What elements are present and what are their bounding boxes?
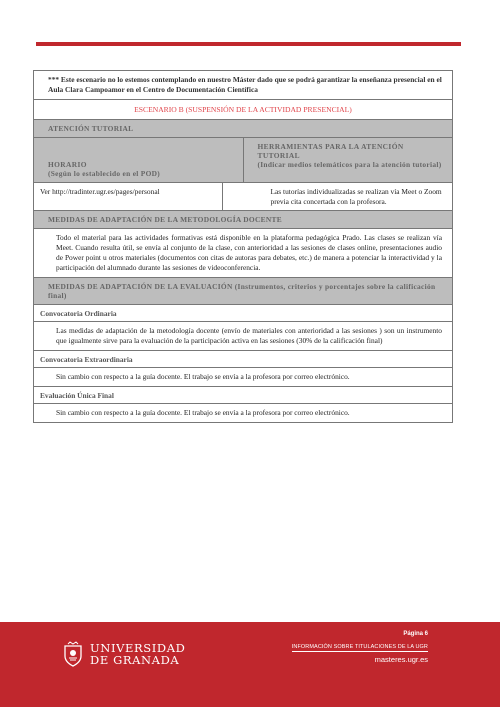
schedule-subtitle: (Según lo establecido en el POD) [48,168,161,178]
header-rule [36,42,461,46]
tutorial-heading: ATENCIÓN TUTORIAL [34,120,452,138]
university-logo[interactable] [62,641,185,667]
tutorial-header-row [34,138,452,183]
schedule-title: HORARIO [48,159,87,169]
tools-subtitle: (Indicar medios telemáticos para la atención tutorial) [257,159,442,169]
university-name [90,642,185,666]
site-link[interactable]: masteres.ugr.es [374,655,428,664]
tools-title: HERRAMIENTAS PARA LA ATENCIÓN TUTORIAL [257,141,404,160]
scenario-table [33,70,453,423]
schedule-header [34,138,244,182]
methodology-text: Todo el material para las actividades formativas está disponible en la plataforma pedagógica Prado. Las clases se realizan vía Meet. Cuando resulta útil, se envía al conjunto de la clase, con anterioridad a las sesiones de clases online, presentaciones audio de Power point u otros materiales (documentos con citas de autoras para debates, etc.) de manera a potenciar la interactividad y la participación del alumnado durante las sesiones de videoconferencia. [34,229,452,278]
extraordinaria-label: Convocatoria Extraordinaria [34,351,452,368]
unica-text: Sin cambio con respecto a la guía docente. El trabajo se envía a la profesora por correo electrónico. [56,407,350,417]
ordinaria-label: Convocatoria Ordinaria [34,305,452,322]
page-number: Página 6 [403,631,428,637]
scenario-note: *** Este escenario no lo estemos contemplando en nuestro Máster dado que se podrá garantizar la enseñanza presencial en el Aula Clara Campoamor en el Centro de Documentación Científica [34,71,452,100]
tutorial-value-row [34,183,452,211]
ordinaria-text: Las medidas de adaptación de la metodología docente (envío de materiales con anterioridad a las sesiones ) son un instrumento que igualmente sirve para la evaluación de la participación activa en las sesiones (30% de la calificación final) [34,322,452,351]
schedule-link[interactable]: Ver http://tradinter.ugr.es/pages/personal [34,183,223,210]
crest-icon [62,641,84,667]
university-name-line1: UNIVERSIDAD [90,640,186,655]
extraordinaria-text: Sin cambio con respecto a la guía docente. El trabajo se envía a la profesora por correo electrónico. [34,368,452,387]
info-link[interactable]: INFORMACIÓN SOBRE TITULACIONES DE LA UGR [291,644,428,650]
scenario-title: ESCENARIO B (SUSPENSIÓN DE LA ACTIVIDAD PRESENCIAL) [34,100,452,120]
university-name-line2: DE GRANADA [90,653,180,667]
evaluation-heading: MEDIDAS DE ADAPTACIÓN DE LA EVALUACIÓN (Instrumentos, criterios y porcentajes sobre la calificación final) [34,278,452,305]
unica-label: Evaluación Única Final [34,387,452,404]
tools-description: Las tutorías individualizadas se realizan vía Meet o Zoom previa cita concertada con la profesora. [270,186,442,206]
methodology-heading: MEDIDAS DE ADAPTACIÓN DE LA METODOLOGÍA DOCENTE [34,211,452,229]
tools-header [244,138,453,182]
